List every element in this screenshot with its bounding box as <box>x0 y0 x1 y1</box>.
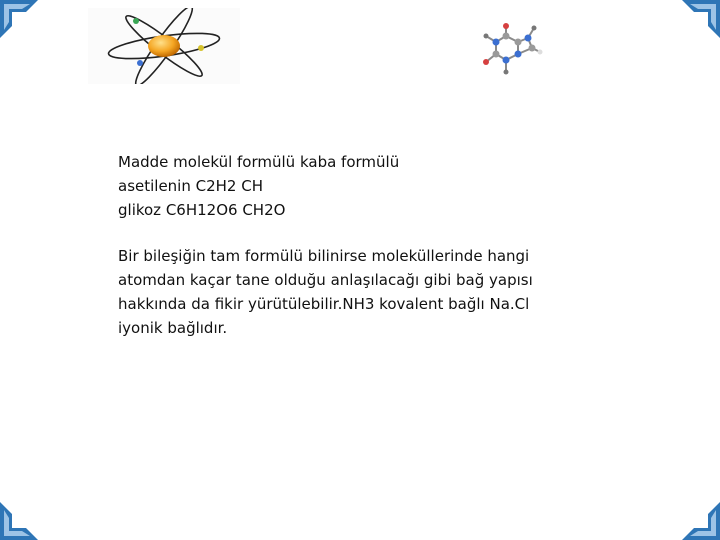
paragraph-line: iyonik bağlıdır. <box>118 319 228 337</box>
paragraph-line: atomdan kaçar tane olduğu anlaşılacağı gibi bağ yapısı <box>118 271 533 289</box>
formula-line: Madde molekül formülü kaba formülü <box>118 153 400 171</box>
atom-model-icon <box>88 8 240 84</box>
corner-decoration-top-left <box>0 0 48 48</box>
corner-decoration-top-right <box>672 0 720 48</box>
formula-line: glikoz C6H12O6 CH2O <box>118 201 286 219</box>
corner-decoration-bottom-left <box>0 492 48 540</box>
paragraph-line: Bir bileşiğin tam formülü bilinirse moleküllerinde hangi <box>118 247 530 265</box>
paragraph-spacer <box>118 222 598 244</box>
molecule-ball-stick-icon <box>472 14 548 90</box>
slide-content <box>118 150 598 340</box>
paragraph-line: hakkında da fikir yürütülebilir.NH3 kovalent bağlı Na.Cl <box>118 295 530 313</box>
corner-decoration-bottom-right <box>672 492 720 540</box>
formula-line: asetilenin C2H2 CH <box>118 177 263 195</box>
